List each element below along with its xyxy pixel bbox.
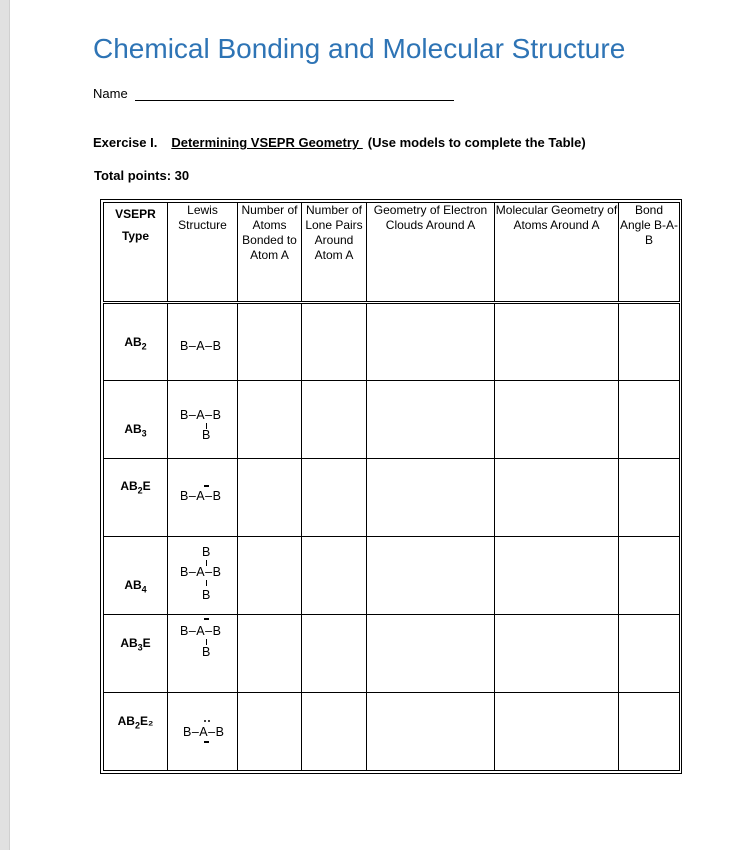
bond-angle-cell[interactable] [619, 459, 680, 537]
header-atoms-bonded: Number of Atoms Bonded to Atom A [238, 203, 302, 303]
vsepr-type-label: $AB_3$ [124, 422, 147, 439]
lewis-atom-above: B [202, 545, 211, 559]
lewis-structure-cell [168, 381, 238, 459]
exercise-label: Exercise I. [93, 135, 158, 150]
vsepr-type-label: $AB_3E$ [120, 636, 151, 653]
lone-pairs-cell[interactable] [302, 459, 367, 537]
lone-pairs-cell[interactable] [302, 693, 367, 771]
page-gutter [0, 0, 10, 850]
electron-geometry-cell[interactable] [367, 537, 495, 615]
atoms-bonded-cell[interactable] [238, 693, 302, 771]
header-lewis-structure: Lewis Structure [168, 203, 238, 303]
atoms-bonded-cell[interactable] [238, 615, 302, 693]
bond-line-down [206, 580, 207, 586]
header-molecular-geometry: Molecular Geometry of Atoms Around A [495, 203, 619, 303]
table-row [104, 303, 680, 381]
atoms-bonded-cell[interactable] [238, 459, 302, 537]
vsepr-type-label: $AB_2E$ [120, 479, 151, 496]
bond-angle-cell[interactable] [619, 537, 680, 615]
vsepr-type-cell [104, 693, 168, 771]
lewis-structure-cell [168, 693, 238, 771]
vsepr-type-label: $AB_2E_2$ [117, 714, 154, 731]
document-title: Chemical Bonding and Molecular Structure [93, 33, 626, 64]
vsepr-type-label: $AB_2$ [124, 335, 147, 352]
lone-pairs-cell[interactable] [302, 381, 367, 459]
lewis-atom-below: B [202, 588, 211, 602]
table-row [104, 381, 680, 459]
header-bond-angle: Bond Angle B-A-B [619, 203, 680, 303]
lone-pair-dot [208, 720, 210, 722]
lewis-atom-below: B [202, 645, 211, 659]
molecular-geometry-cell[interactable] [495, 615, 619, 693]
vsepr-type-cell [104, 381, 168, 459]
electron-geometry-cell[interactable] [367, 693, 495, 771]
lone-pair-mark [204, 618, 209, 620]
atoms-bonded-cell[interactable] [238, 537, 302, 615]
bond-angle-cell[interactable] [619, 693, 680, 771]
table-row [104, 693, 680, 771]
lone-pair-mark [204, 485, 209, 487]
header-lone-pairs: Number of Lone Pairs Around Atom A [302, 203, 367, 303]
lewis-structure: B–A–B [180, 408, 222, 422]
table-row [104, 615, 680, 693]
exercise-heading [93, 135, 586, 150]
table-row [104, 537, 680, 615]
lone-pairs-cell[interactable] [302, 537, 367, 615]
name-underline [135, 100, 454, 101]
vsepr-type-cell [104, 303, 168, 381]
lewis-structure-cell [168, 537, 238, 615]
electron-geometry-cell[interactable] [367, 381, 495, 459]
electron-geometry-cell[interactable] [367, 459, 495, 537]
vsepr-type-label: $AB_4$ [124, 578, 147, 595]
exercise-note: (Use models to complete the Table) [367, 135, 586, 150]
total-points: Total points: 30 [94, 168, 190, 183]
lone-pair-mark [204, 741, 209, 743]
atoms-bonded-cell[interactable] [238, 303, 302, 381]
header-vsepr-type: VSEPR Type [104, 203, 168, 303]
vsepr-type-cell [104, 459, 168, 537]
molecular-geometry-cell[interactable] [495, 693, 619, 771]
bond-angle-cell[interactable] [619, 381, 680, 459]
name-label: Name [93, 86, 128, 101]
lone-pairs-cell[interactable] [302, 303, 367, 381]
lewis-structure: B–A–B [180, 624, 222, 638]
lewis-structure-cell [168, 459, 238, 537]
atoms-bonded-cell[interactable] [238, 381, 302, 459]
electron-geometry-cell[interactable] [367, 615, 495, 693]
lewis-structure: B–A–B [180, 489, 222, 503]
table-header-row [104, 203, 680, 303]
vsepr-type-cell [104, 537, 168, 615]
lewis-atom-below: B [202, 428, 211, 442]
lewis-structure-cell [168, 303, 238, 381]
vsepr-type-cell [104, 615, 168, 693]
lewis-structure: B–A–B [183, 725, 225, 739]
lewis-structure-cell [168, 615, 238, 693]
header-electron-cloud-geometry: Geometry of Electron Clouds Around A [367, 203, 495, 303]
molecular-geometry-cell[interactable] [495, 537, 619, 615]
exercise-title: Determining VSEPR Geometry [171, 135, 363, 150]
electron-geometry-cell[interactable] [367, 303, 495, 381]
lewis-structure: B–A–B [180, 565, 222, 579]
bond-angle-cell[interactable] [619, 303, 680, 381]
molecular-geometry-cell[interactable] [495, 303, 619, 381]
molecular-geometry-cell[interactable] [495, 381, 619, 459]
lone-pair-dot [204, 720, 206, 722]
vsepr-table-frame [100, 199, 682, 774]
bond-angle-cell[interactable] [619, 615, 680, 693]
vsepr-table [103, 202, 680, 771]
lone-pairs-cell[interactable] [302, 615, 367, 693]
lewis-structure: B–A–B [180, 339, 222, 353]
table-row [104, 459, 680, 537]
molecular-geometry-cell[interactable] [495, 459, 619, 537]
